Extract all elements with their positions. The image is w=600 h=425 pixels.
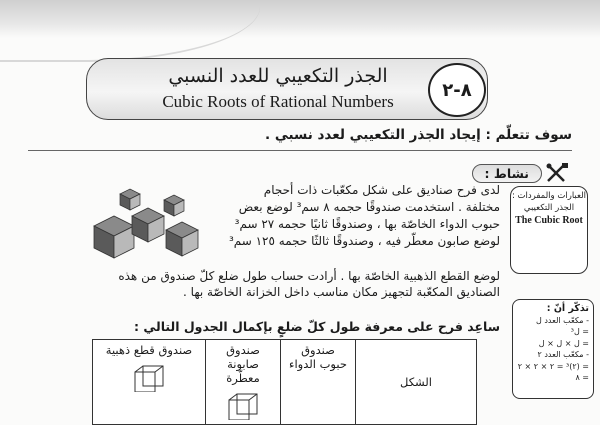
table-cell-soap [206, 340, 281, 425]
paragraph-line: لدى فرح صناديق على شكل مكعّبات ذات أحجام [263, 183, 500, 197]
vocabulary-heading: العبارات والمفردات : [511, 191, 587, 201]
title-arabic: الجذر التكعيبي للعدد النسبي [168, 65, 388, 87]
paragraph-line: مختلفة . استخدمت صندوقًا حجمه ٨ سم³ لوضع بعض [238, 200, 500, 214]
medium-cube [132, 208, 164, 242]
cubes-illustration [92, 186, 202, 260]
remember-line: = (٢)³ = ٢ × ٢ × ٢ [517, 361, 589, 371]
paragraph-line: الصناديق المكعّبة لتجهيز مكان مناسب داخل الخزانة الخاصّة بها . [183, 285, 500, 299]
vocabulary-term-english: The Cubic Root [515, 215, 583, 226]
remember-line: = ل³ [570, 327, 589, 336]
wireframe-cube-icon [131, 362, 167, 392]
paragraph-line: لوضع القطع الذهبية الخاصّة بها . أرادت حساب طول ضلع كلّ صندوق من هذه [118, 269, 500, 283]
activity-heading [472, 163, 570, 183]
activity-paragraph [198, 182, 500, 250]
activity-paragraph-continued [100, 268, 500, 300]
vocabulary-term-arabic: الجذر التكعيبي [523, 203, 575, 213]
table-cell-gold [93, 340, 206, 425]
remember-title: تذكّر أنّ : [546, 303, 589, 314]
column-header: صندوق قطع ذهبية [105, 343, 193, 357]
vocabulary-box [510, 186, 588, 274]
wireframe-cube-icon [225, 390, 261, 420]
column-header: صندوق حبوب الدواء [289, 343, 347, 371]
table-instruction: ساعِد فرح على معرفة طول كلّ ضلعٍ بإكمال الجدول التالي : [134, 319, 500, 334]
remember-box [512, 299, 594, 399]
paragraph-line: حبوب الدواء الخاصّة بها ، وصندوقًا ثانيًا حجمه ٢٧ سم³ [234, 217, 500, 231]
learning-goal: سوف تتعلّم : إيجاد الجذر التكعيبي لعدد نسبي . [264, 127, 572, 143]
remember-line: = ٨ [575, 373, 589, 382]
small-cube-top [120, 189, 140, 210]
medium-cube-right [166, 222, 198, 256]
title-english: Cubic Roots of Rational Numbers [162, 92, 394, 111]
remember-line: - مكعّب العدد ٢ [537, 350, 589, 359]
divider [28, 150, 572, 151]
table-row-header: الشكل [356, 340, 477, 425]
boxes-table [92, 339, 477, 425]
large-cube [94, 216, 134, 258]
activity-label: نشاط : [472, 164, 542, 183]
remember-line: - مكعّب العدد ل [535, 315, 589, 325]
column-header: صندوق صابونة معطّرة [226, 343, 260, 385]
decorative-curve [0, 0, 260, 62]
paragraph-line: لوضع صابون معطّر فيه ، وصندوقًا ثالثًا حجمه ١٢٥ سم³ [228, 234, 500, 248]
small-cube-right [164, 195, 184, 216]
section-number-badge: ٨-٢ [428, 63, 486, 117]
tools-icon [546, 163, 570, 183]
table-cell-medicine [281, 340, 356, 425]
remember-line: = ل × ل × ل [538, 338, 589, 348]
